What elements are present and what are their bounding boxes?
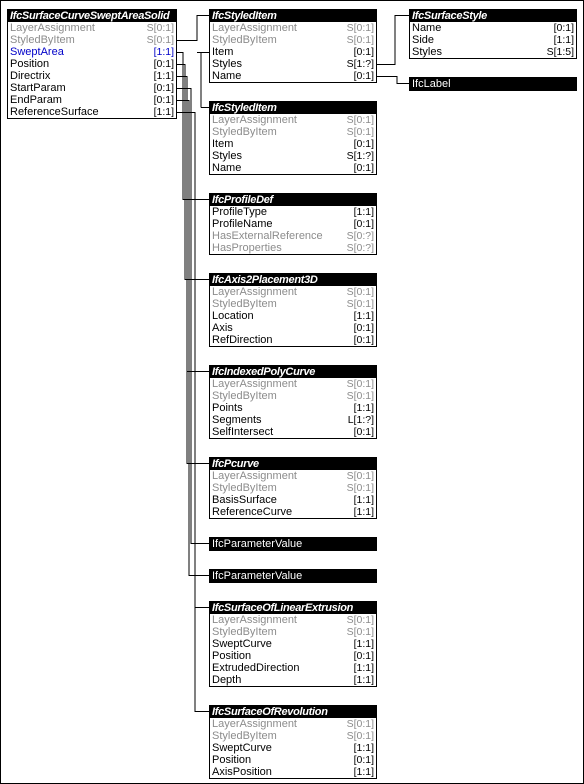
attribute-name: HasProperties bbox=[212, 242, 282, 254]
attribute-row[interactable] bbox=[8, 106, 176, 118]
attribute-name: Points bbox=[212, 402, 243, 414]
attribute-name: Item bbox=[212, 46, 234, 58]
attribute-name: SweptCurve bbox=[212, 638, 272, 650]
attribute-name: SweptArea bbox=[10, 46, 64, 58]
connector-line bbox=[177, 113, 209, 712]
attribute-name: StartParam bbox=[10, 82, 66, 94]
attribute-cardinality: [1:1] bbox=[353, 638, 374, 650]
entity-ifc-profile-def[interactable] bbox=[209, 193, 377, 255]
attribute-row[interactable] bbox=[210, 718, 376, 730]
attribute-name: HasExternalReference bbox=[212, 230, 323, 242]
attribute-name: LayerAssignment bbox=[212, 470, 297, 482]
attribute-name: ProfileType bbox=[212, 206, 268, 218]
attribute-cardinality: S[1:?] bbox=[346, 150, 374, 162]
attribute-row[interactable] bbox=[8, 94, 176, 106]
attribute-cardinality: S[0:1] bbox=[346, 126, 374, 138]
attribute-cardinality: [1:1] bbox=[153, 106, 174, 118]
connector-line bbox=[377, 77, 409, 84]
connector-line bbox=[377, 16, 409, 65]
attribute-cardinality: [0:1] bbox=[353, 754, 374, 766]
entity-title: IfcParameterValue bbox=[210, 538, 376, 550]
attribute-name: EndParam bbox=[10, 94, 62, 106]
attribute-row[interactable] bbox=[8, 70, 176, 82]
attribute-name: SweptCurve bbox=[212, 742, 272, 754]
attribute-row[interactable] bbox=[410, 34, 576, 46]
attribute-cardinality: [0:1] bbox=[553, 22, 574, 34]
attribute-name: RefDirection bbox=[212, 334, 273, 346]
attribute-row[interactable] bbox=[210, 414, 376, 426]
attribute-cardinality: S[0:1] bbox=[146, 34, 174, 46]
attribute-cardinality: S[0:1] bbox=[346, 730, 374, 742]
attribute-name: Location bbox=[212, 310, 254, 322]
attribute-cardinality: [1:1] bbox=[553, 34, 574, 46]
attribute-cardinality: [1:1] bbox=[353, 674, 374, 686]
entity-title: IfcStyledItem bbox=[210, 102, 376, 114]
attribute-cardinality: S[0:1] bbox=[346, 114, 374, 126]
attribute-name: Directrix bbox=[10, 70, 51, 82]
attribute-name: Position bbox=[212, 754, 252, 766]
attribute-row[interactable] bbox=[210, 378, 376, 390]
entity-ifc-styled-item[interactable] bbox=[209, 9, 377, 83]
attribute-row[interactable] bbox=[210, 730, 376, 742]
attribute-row[interactable] bbox=[210, 754, 376, 766]
attribute-name: Styles bbox=[212, 150, 242, 162]
attribute-cardinality: [1:1] bbox=[153, 46, 174, 58]
attribute-cardinality: [1:1] bbox=[353, 310, 374, 322]
connector-line bbox=[177, 113, 209, 608]
attribute-cardinality: [0:1] bbox=[353, 650, 374, 662]
entity-title: IfcIndexedPolyCurve bbox=[210, 366, 376, 378]
attribute-row[interactable] bbox=[210, 402, 376, 414]
attribute-cardinality: [0:1] bbox=[153, 82, 174, 94]
attribute-name: ReferenceSurface bbox=[10, 106, 99, 118]
attribute-cardinality: [0:1] bbox=[353, 322, 374, 334]
entity-title: IfcStyledItem bbox=[210, 10, 376, 22]
entity-ifc-styled-item[interactable] bbox=[209, 101, 377, 175]
attribute-name: LayerAssignment bbox=[212, 718, 297, 730]
attribute-name: Side bbox=[412, 34, 435, 46]
attribute-cardinality: S[0:1] bbox=[346, 22, 374, 34]
entity-title: IfcParameterValue bbox=[210, 570, 376, 582]
attribute-row[interactable] bbox=[410, 22, 576, 34]
attribute-row[interactable] bbox=[210, 614, 376, 626]
connector-line bbox=[177, 65, 209, 280]
attribute-row[interactable] bbox=[210, 674, 376, 686]
attribute-cardinality: [1:1] bbox=[353, 494, 374, 506]
attribute-name: Position bbox=[212, 650, 252, 662]
connector-line bbox=[177, 53, 209, 200]
attribute-row[interactable] bbox=[210, 650, 376, 662]
attribute-name: StyledByItem bbox=[10, 34, 75, 46]
attribute-row[interactable] bbox=[210, 426, 376, 438]
attribute-cardinality: S[0:1] bbox=[346, 614, 374, 626]
attribute-name: StyledByItem bbox=[212, 34, 277, 46]
attribute-row[interactable] bbox=[210, 242, 376, 254]
attribute-row[interactable] bbox=[210, 114, 376, 126]
attribute-cardinality: [0:1] bbox=[153, 58, 174, 70]
attribute-name: StyledByItem bbox=[212, 626, 277, 638]
attribute-cardinality: [1:1] bbox=[153, 70, 174, 82]
entity-ifc-axis2placement3d[interactable] bbox=[209, 273, 377, 347]
attribute-name: LayerAssignment bbox=[212, 378, 297, 390]
attribute-row[interactable] bbox=[210, 58, 376, 70]
attribute-name: Name bbox=[412, 22, 442, 34]
attribute-cardinality: [0:1] bbox=[353, 218, 374, 230]
attribute-row[interactable] bbox=[8, 46, 176, 58]
entity-ifc-pcurve[interactable] bbox=[209, 457, 377, 519]
attribute-name: LayerAssignment bbox=[212, 114, 297, 126]
attribute-name: Name bbox=[212, 70, 242, 82]
attribute-cardinality: [0:1] bbox=[353, 162, 374, 174]
attribute-row[interactable] bbox=[210, 126, 376, 138]
attribute-cardinality: S[0:1] bbox=[346, 626, 374, 638]
attribute-name: Item bbox=[212, 138, 234, 150]
attribute-row[interactable] bbox=[210, 70, 376, 82]
attribute-name: LayerAssignment bbox=[212, 286, 297, 298]
attribute-name: Name bbox=[212, 162, 242, 174]
entity-ifc-surface-style[interactable] bbox=[409, 9, 577, 59]
attribute-cardinality: [1:1] bbox=[353, 742, 374, 754]
attribute-row[interactable] bbox=[210, 162, 376, 174]
attribute-cardinality: [1:1] bbox=[353, 402, 374, 414]
attribute-row[interactable] bbox=[210, 482, 376, 494]
attribute-cardinality: [1:1] bbox=[353, 662, 374, 674]
entity-title: IfcSurfaceStyle bbox=[410, 10, 576, 22]
entity-title: IfcSurfaceOfLinearExtrusion bbox=[210, 602, 376, 614]
attribute-row[interactable] bbox=[210, 310, 376, 322]
entity-title: IfcProfileDef bbox=[210, 194, 376, 206]
attribute-row[interactable] bbox=[210, 22, 376, 34]
attribute-row[interactable] bbox=[210, 138, 376, 150]
attribute-cardinality: S[0:1] bbox=[346, 470, 374, 482]
entity-ifc-surface-curve-swept-area-solid[interactable] bbox=[7, 9, 177, 119]
attribute-name: ExtrudedDirection bbox=[212, 662, 300, 674]
attribute-row[interactable] bbox=[210, 286, 376, 298]
attribute-name: StyledByItem bbox=[212, 730, 277, 742]
entity-ifc-surface-of-revolution[interactable] bbox=[209, 705, 377, 779]
attribute-row[interactable] bbox=[210, 626, 376, 638]
connector-line bbox=[177, 101, 209, 576]
attribute-row[interactable] bbox=[210, 638, 376, 650]
attribute-row[interactable] bbox=[210, 334, 376, 346]
attribute-row[interactable] bbox=[210, 150, 376, 162]
attribute-name: StyledByItem bbox=[212, 298, 277, 310]
attribute-row[interactable] bbox=[410, 46, 576, 58]
attribute-row[interactable] bbox=[210, 206, 376, 218]
attribute-cardinality: [0:1] bbox=[353, 46, 374, 58]
attribute-row[interactable] bbox=[210, 390, 376, 402]
attribute-cardinality: [0:1] bbox=[153, 94, 174, 106]
attribute-name: Styles bbox=[212, 58, 242, 70]
attribute-row[interactable] bbox=[210, 34, 376, 46]
attribute-row[interactable] bbox=[210, 298, 376, 310]
attribute-name: Position bbox=[10, 58, 50, 70]
attribute-cardinality: L[1:?] bbox=[347, 414, 374, 426]
attribute-cardinality: S[0:1] bbox=[346, 482, 374, 494]
entity-ifc-label[interactable] bbox=[409, 77, 577, 91]
attribute-cardinality: S[0:?] bbox=[346, 230, 374, 242]
attribute-row[interactable] bbox=[210, 46, 376, 58]
attribute-row[interactable] bbox=[210, 742, 376, 754]
attribute-cardinality: S[0:1] bbox=[346, 390, 374, 402]
attribute-name: StyledByItem bbox=[212, 126, 277, 138]
attribute-row[interactable] bbox=[210, 322, 376, 334]
attribute-name: Styles bbox=[412, 46, 442, 58]
connector-line bbox=[177, 16, 209, 41]
attribute-name: Axis bbox=[212, 322, 233, 334]
connector-line bbox=[177, 77, 209, 464]
attribute-cardinality: [0:1] bbox=[353, 426, 374, 438]
attribute-name: AxisPosition bbox=[212, 766, 272, 778]
attribute-cardinality: [0:1] bbox=[353, 334, 374, 346]
attribute-cardinality: S[0:1] bbox=[146, 22, 174, 34]
entity-title: IfcSurfaceCurveSweptAreaSolid bbox=[8, 10, 176, 22]
attribute-cardinality: S[0:1] bbox=[346, 298, 374, 310]
attribute-cardinality: S[0:1] bbox=[346, 286, 374, 298]
connector-line bbox=[177, 89, 209, 544]
attribute-row[interactable] bbox=[210, 766, 376, 778]
attribute-name: SelfIntersect bbox=[212, 426, 274, 438]
attribute-row[interactable] bbox=[210, 494, 376, 506]
attribute-row[interactable] bbox=[8, 82, 176, 94]
attribute-row[interactable] bbox=[8, 58, 176, 70]
attribute-row[interactable] bbox=[210, 470, 376, 482]
attribute-name: ReferenceCurve bbox=[212, 506, 293, 518]
attribute-row[interactable] bbox=[8, 22, 176, 34]
entity-ifc-parameter-value[interactable] bbox=[209, 537, 377, 551]
entity-title: IfcPcurve bbox=[210, 458, 376, 470]
attribute-name: LayerAssignment bbox=[212, 22, 297, 34]
entity-ifc-parameter-value[interactable] bbox=[209, 569, 377, 583]
attribute-cardinality: S[1:?] bbox=[346, 58, 374, 70]
attribute-cardinality: S[0:1] bbox=[346, 34, 374, 46]
attribute-name: LayerAssignment bbox=[212, 614, 297, 626]
entity-ifc-surface-of-linear-extrusion[interactable] bbox=[209, 601, 377, 687]
attribute-name: Segments bbox=[212, 414, 262, 426]
attribute-cardinality: [1:1] bbox=[353, 506, 374, 518]
entity-title: IfcAxis2Placement3D bbox=[210, 274, 376, 286]
attribute-name: StyledByItem bbox=[212, 482, 277, 494]
entity-title: IfcLabel bbox=[410, 78, 576, 90]
attribute-row[interactable] bbox=[210, 662, 376, 674]
attribute-cardinality: [0:1] bbox=[353, 138, 374, 150]
attribute-cardinality: S[0:?] bbox=[346, 242, 374, 254]
attribute-row[interactable] bbox=[210, 218, 376, 230]
attribute-row[interactable] bbox=[210, 230, 376, 242]
attribute-row[interactable] bbox=[8, 34, 176, 46]
attribute-name: StyledByItem bbox=[212, 390, 277, 402]
attribute-name: BasisSurface bbox=[212, 494, 277, 506]
attribute-cardinality: [1:1] bbox=[353, 206, 374, 218]
entity-ifc-indexed-poly-curve[interactable] bbox=[209, 365, 377, 439]
attribute-row[interactable] bbox=[210, 506, 376, 518]
attribute-cardinality: S[0:1] bbox=[346, 718, 374, 730]
connector-line bbox=[177, 77, 209, 372]
attribute-name: ProfileName bbox=[212, 218, 273, 230]
entity-title: IfcSurfaceOfRevolution bbox=[210, 706, 376, 718]
attribute-name: Depth bbox=[212, 674, 242, 686]
attribute-cardinality: [1:1] bbox=[353, 766, 374, 778]
attribute-cardinality: [0:1] bbox=[353, 70, 374, 82]
attribute-cardinality: S[0:1] bbox=[346, 378, 374, 390]
attribute-cardinality: S[1:5] bbox=[546, 46, 574, 58]
attribute-name: LayerAssignment bbox=[10, 22, 95, 34]
